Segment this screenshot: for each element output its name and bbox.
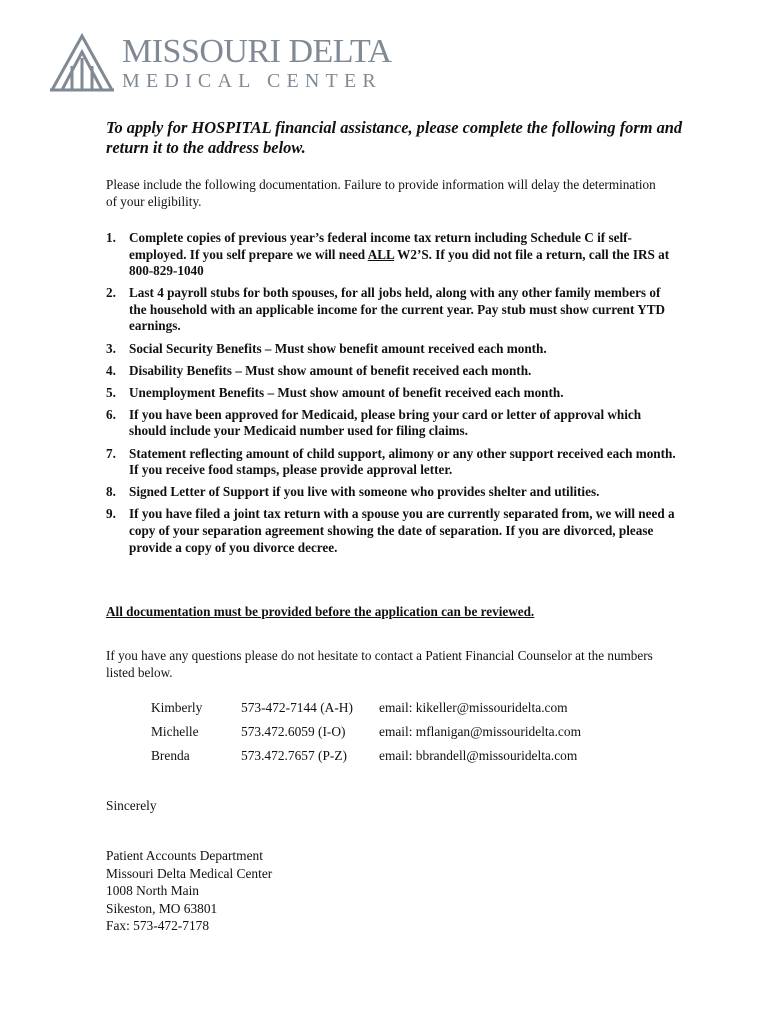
list-item (106, 385, 681, 402)
logo (50, 32, 410, 94)
table-row (151, 724, 589, 748)
page-heading: To apply for HOSPITAL financial assistance, please complete the following form and return it to the address below. (106, 118, 683, 157)
contact-email: email: bbrandell@missouridelta.com (379, 748, 578, 763)
list-item (106, 407, 681, 440)
logo-name: MISSOURI DELTA (122, 33, 392, 70)
contact-phone: 573.472.7657 (P-Z) (241, 748, 348, 763)
address-line: Missouri Delta Medical Center (106, 865, 273, 881)
item-number: 7. (106, 445, 116, 461)
item-text: Unemployment Benefits – Must show amount of benefit received each month. (129, 384, 564, 400)
table-row (151, 748, 589, 772)
item-text: Social Security Benefits – Must show benefit amount received each month. (129, 340, 547, 356)
item-number: 8. (106, 484, 116, 500)
contact-name: Brenda (151, 748, 190, 763)
item-number: 2. (106, 285, 116, 301)
list-item (106, 230, 681, 280)
item-text: If you have filed a joint tax return with a spouse you are currently separated from, we will need a copy of your separation agreement showing the date of separation. If you are divorced, please provide a copy of you divorce decree. (129, 506, 675, 555)
item-text: Statement reflecting amount of child support, alimony or any other support received each month. If you receive food stamps, please provide approval letter. (129, 445, 676, 478)
logo-subtitle: MEDICAL CENTER (122, 70, 382, 92)
address-line: 1008 North Main (106, 883, 199, 898)
item-text: If you have been approved for Medicaid, please bring your card or letter of approval which should include your Medicaid number used for filing claims. (129, 406, 642, 439)
item-number: 3. (106, 340, 116, 356)
contact-table (151, 700, 589, 772)
list-item (106, 506, 681, 556)
questions-text: If you have any questions please do not hesitate to contact a Patient Financial Counselor at the numbers listed below. (106, 648, 653, 680)
closing-text: Sincerely (106, 798, 157, 813)
item-number: 5. (106, 384, 116, 400)
list-item (106, 484, 681, 501)
address-line: Fax: 573-472-7178 (106, 918, 210, 933)
item-text-end: W2’S. If you did not file a return, call the IRS at 800-829-1040 (129, 246, 670, 279)
contact-phone: 573.472.6059 (I-O) (241, 724, 346, 739)
address-line: Sikeston, MO 63801 (106, 900, 218, 916)
intro-text: Please include the following documentation. Failure to provide information will delay the determination of your eligibility. (106, 177, 656, 209)
item-text: Disability Benefits – Must show amount of benefit received each month. (129, 362, 532, 378)
item-text: Signed Letter of Support if you live with someone who provides shelter and utilities. (129, 484, 600, 500)
list-item (106, 341, 681, 358)
list-item (106, 363, 681, 380)
item-text: Complete copies of previous year’s federal income tax return including Schedule C if self-employed. If you self prepare we will need (129, 230, 632, 262)
table-row (151, 700, 589, 724)
documentation-list (106, 230, 681, 562)
item-underlined: ALL (367, 246, 395, 262)
item-number: 1. (106, 230, 116, 245)
list-item (106, 446, 681, 479)
item-number: 9. (106, 506, 116, 522)
contact-phone: 573-472-7144 (A-H) (241, 700, 353, 715)
return-address (106, 847, 272, 935)
contact-email: email: mflanigan@missouridelta.com (379, 724, 581, 739)
contact-name: Michelle (151, 724, 199, 739)
documentation-notice: All documentation must be provided before the application can be reviewed. (106, 604, 535, 619)
item-number: 4. (106, 362, 116, 378)
item-text: Last 4 payroll stubs for both spouses, for all jobs held, along with any other family members of the household with an applicable income for the current year. Pay stub must show current YTD earnings. (129, 285, 666, 334)
contact-name: Kimberly (151, 700, 203, 715)
contact-email: email: kikeller@missouridelta.com (379, 700, 568, 715)
address-line: Patient Accounts Department (106, 848, 263, 863)
building-icon (50, 32, 114, 92)
item-number: 6. (106, 406, 116, 422)
list-item (106, 285, 681, 335)
